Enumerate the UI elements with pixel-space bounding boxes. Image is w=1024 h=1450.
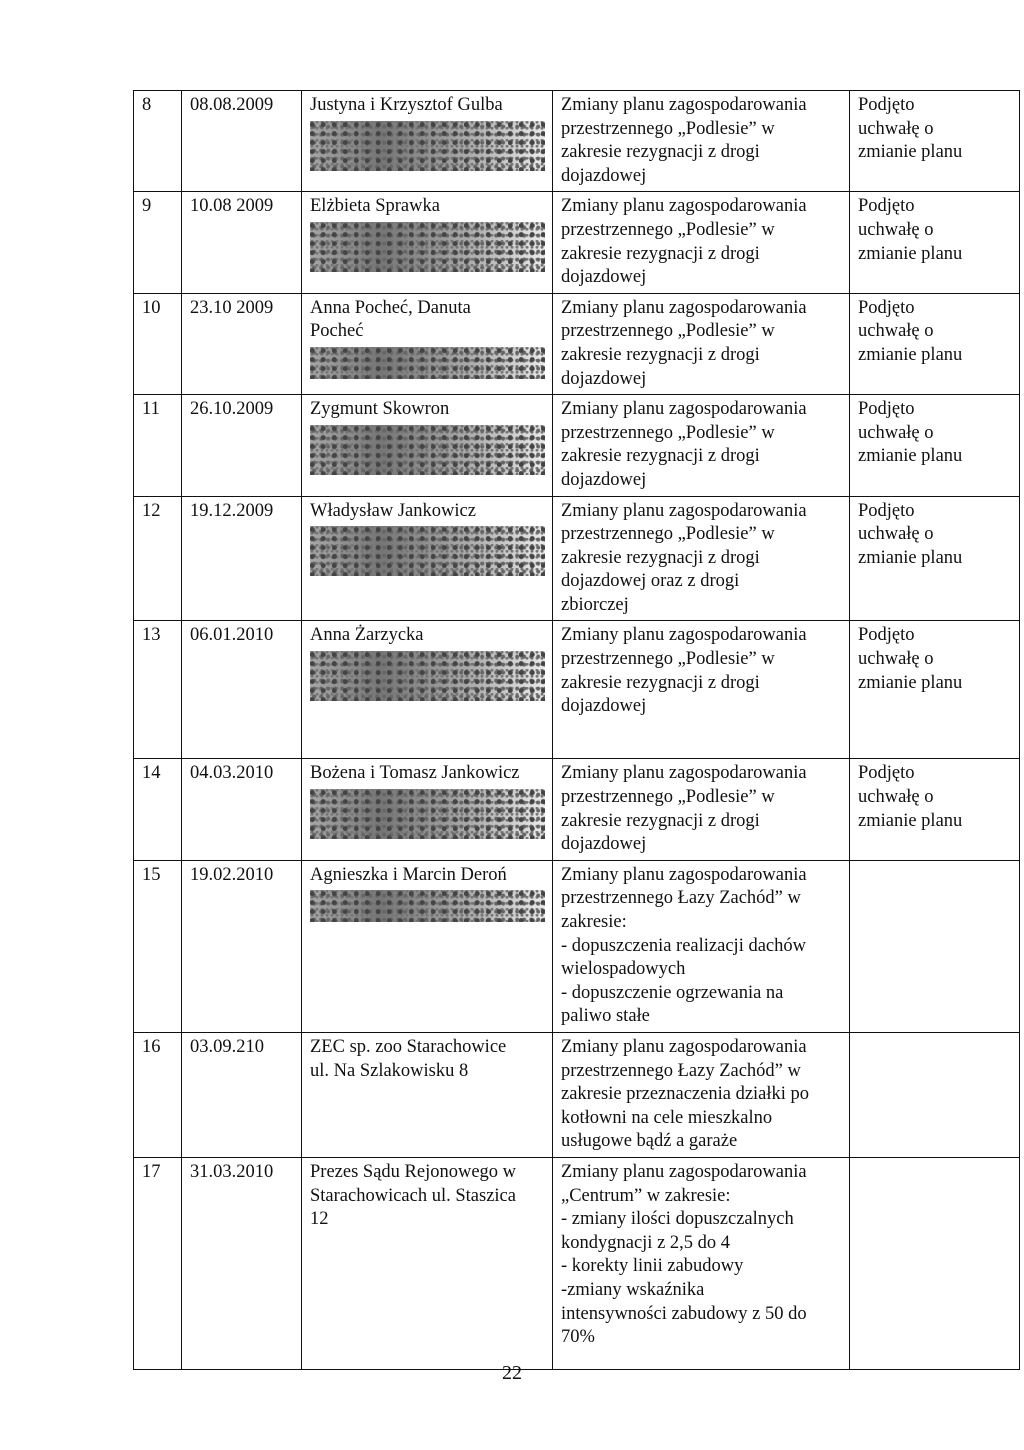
description-line: przestrzennego „Podlesie” w	[561, 118, 775, 139]
applicant-cell	[302, 860, 553, 1032]
description-cell	[553, 293, 850, 394]
description-line: dojazdowej	[561, 469, 647, 490]
row-number-cell	[134, 293, 182, 394]
result-line: uchwałę o	[858, 422, 934, 443]
result-line: Podjęto	[858, 399, 915, 420]
description-line: przestrzennego Łazy Zachód” w	[561, 888, 801, 909]
table-row	[134, 192, 1020, 293]
date-cell	[182, 621, 302, 759]
applicant-cell	[302, 91, 553, 192]
result-line: Podjęto	[858, 763, 915, 784]
page-number: 22	[502, 1362, 522, 1384]
result-line: zmianie planu	[858, 810, 963, 831]
result-line: uchwałę o	[858, 321, 934, 342]
description-line: zakresie rezygnacji z drogi	[561, 672, 760, 693]
row-number-cell	[134, 860, 182, 1032]
description-cell	[553, 395, 850, 496]
result-line: zmianie planu	[858, 547, 963, 568]
table-row	[134, 759, 1020, 860]
applicant-name-line: Elżbieta Sprawka	[310, 196, 440, 217]
description-line: 70%	[561, 1327, 595, 1348]
table-row	[134, 621, 1020, 759]
result-line: Podjęto	[858, 625, 915, 646]
result-line: Podjęto	[858, 500, 915, 521]
description-line: kotłowni na cele mieszkalno	[561, 1107, 773, 1128]
date-cell	[182, 91, 302, 192]
request-date: 23.10 2009	[190, 297, 274, 318]
description-line: dojazdowej	[561, 696, 647, 717]
description-line: Zmiany planu zagospodarowania	[561, 625, 807, 646]
result-line: zmianie planu	[858, 142, 963, 163]
row-number: 17	[142, 1161, 161, 1182]
row-number: 16	[142, 1037, 161, 1057]
applicant-cell	[302, 192, 553, 293]
description-line: przestrzennego „Podlesie” w	[561, 649, 775, 670]
result-cell	[850, 759, 1020, 860]
requests-table-body	[134, 91, 1020, 1370]
description-line: zakresie rezygnacji z drogi	[561, 243, 760, 264]
description-line: Zmiany planu zagospodarowania	[561, 95, 807, 115]
date-cell	[182, 759, 302, 860]
description-line: dojazdowej	[561, 267, 647, 288]
redacted-address	[310, 222, 545, 272]
description-line: - korekty linii zabudowy	[561, 1256, 744, 1277]
result-line: uchwałę o	[858, 787, 934, 808]
description-cell	[553, 1033, 850, 1158]
table-row	[134, 1157, 1020, 1369]
requests-table	[133, 90, 1020, 1370]
result-line: Podjęto	[858, 95, 915, 115]
row-number-cell	[134, 496, 182, 621]
description-cell	[553, 192, 850, 293]
redacted-address	[310, 425, 545, 475]
description-line: zakresie rezygnacji z drogi	[561, 142, 760, 163]
result-cell	[850, 496, 1020, 621]
description-line: przestrzennego „Podlesie” w	[561, 219, 775, 240]
description-line: zakresie rezygnacji z drogi	[561, 344, 760, 365]
applicant-name-line: ZEC sp. zoo Starachowice	[310, 1037, 507, 1057]
applicant-cell	[302, 1157, 553, 1369]
request-date: 10.08 2009	[190, 196, 274, 217]
description-line: „Centrum” w zakresie:	[561, 1185, 731, 1206]
description-line: Zmiany planu zagospodarowania	[561, 500, 807, 521]
table-row	[134, 293, 1020, 394]
description-line: zbiorczej	[561, 594, 629, 615]
result-line: Podjęto	[858, 196, 915, 217]
result-cell	[850, 621, 1020, 759]
result-cell	[850, 860, 1020, 1032]
description-line: - dopuszczenie ogrzewania na	[561, 982, 784, 1003]
redacted-address	[310, 526, 545, 576]
description-cell	[553, 860, 850, 1032]
result-cell	[850, 91, 1020, 192]
redacted-address	[310, 121, 545, 171]
redacted-address	[310, 651, 545, 701]
result-cell	[850, 1033, 1020, 1158]
applicant-name-line: Prezes Sądu Rejonowego w	[310, 1161, 517, 1182]
applicant-cell	[302, 759, 553, 860]
description-line: przestrzennego „Podlesie” w	[561, 321, 775, 342]
table-row	[134, 395, 1020, 496]
result-line: zmianie planu	[858, 446, 963, 467]
row-number-cell	[134, 91, 182, 192]
applicant-name-line: Anna Żarzycka	[310, 625, 424, 646]
row-number-cell	[134, 759, 182, 860]
request-date: 03.09.210	[190, 1037, 264, 1057]
description-line: zakresie rezygnacji z drogi	[561, 810, 760, 831]
description-line: Zmiany planu zagospodarowania	[561, 763, 807, 784]
result-line: zmianie planu	[858, 243, 963, 264]
applicant-cell	[302, 621, 553, 759]
date-cell	[182, 1157, 302, 1369]
description-cell	[553, 621, 850, 759]
row-number-cell	[134, 1157, 182, 1369]
result-cell	[850, 395, 1020, 496]
request-date: 04.03.2010	[190, 763, 274, 784]
table-row	[134, 860, 1020, 1032]
description-line: Zmiany planu zagospodarowania	[561, 864, 807, 885]
description-line: - dopuszczenia realizacji dachów	[561, 935, 806, 956]
table-row	[134, 496, 1020, 621]
applicant-cell	[302, 496, 553, 621]
result-line: uchwałę o	[858, 524, 934, 545]
date-cell	[182, 496, 302, 621]
applicant-name-line: Bożena i Tomasz Jankowicz	[310, 763, 520, 784]
applicant-name-line: Starachowicach ul. Staszica	[310, 1185, 516, 1206]
row-number-cell	[134, 395, 182, 496]
applicant-name-line: 12	[310, 1209, 329, 1230]
description-line: -zmiany wskaźnika	[561, 1279, 705, 1300]
row-number-cell	[134, 192, 182, 293]
redacted-address	[310, 347, 545, 379]
result-line: uchwałę o	[858, 649, 934, 670]
description-line: Zmiany planu zagospodarowania	[561, 1161, 807, 1182]
result-line: uchwałę o	[858, 118, 934, 139]
description-cell	[553, 496, 850, 621]
description-line: paliwo stałe	[561, 1006, 650, 1027]
description-line: Zmiany planu zagospodarowania	[561, 399, 807, 420]
result-line: zmianie planu	[858, 672, 963, 693]
description-line: zakresie rezygnacji z drogi	[561, 446, 760, 467]
date-cell	[182, 192, 302, 293]
description-line: przestrzennego Łazy Zachód” w	[561, 1060, 801, 1081]
table-row	[134, 91, 1020, 192]
description-line: intensywności zabudowy z 50 do	[561, 1303, 807, 1324]
row-number: 15	[142, 864, 161, 885]
description-line: wielospadowych	[561, 959, 686, 980]
applicant-cell	[302, 1033, 553, 1158]
description-line: kondygnacji z 2,5 do 4	[561, 1232, 731, 1253]
applicant-name-line: Władysław Jankowicz	[310, 500, 476, 521]
applicant-cell	[302, 293, 553, 394]
description-line: Zmiany planu zagospodarowania	[561, 297, 807, 318]
description-line: przestrzennego „Podlesie” w	[561, 524, 775, 545]
applicant-name-line: Zygmunt Skowron	[310, 399, 450, 420]
description-line: dojazdowej	[561, 368, 647, 389]
result-cell	[850, 192, 1020, 293]
request-date: 19.12.2009	[190, 500, 274, 521]
applicant-name-line: Justyna i Krzysztof Gulba	[310, 95, 503, 115]
row-number: 10	[142, 297, 161, 318]
result-cell	[850, 1157, 1020, 1369]
row-number: 9	[142, 196, 152, 217]
row-number: 14	[142, 763, 161, 784]
description-cell	[553, 759, 850, 860]
description-line: dojazdowej oraz z drogi	[561, 571, 740, 592]
result-line: Podjęto	[858, 297, 915, 318]
date-cell	[182, 395, 302, 496]
row-number: 12	[142, 500, 161, 521]
description-cell	[553, 1157, 850, 1369]
description-line: przestrzennego „Podlesie” w	[561, 787, 775, 808]
redacted-address	[310, 890, 545, 922]
description-line: przestrzennego „Podlesie” w	[561, 422, 775, 443]
applicant-name-line: Anna Pocheć, Danuta	[310, 297, 471, 318]
description-line: Zmiany planu zagospodarowania	[561, 1037, 807, 1057]
description-line: usługowe bądź a garaże	[561, 1131, 738, 1152]
description-line: dojazdowej	[561, 165, 647, 186]
row-number-cell	[134, 1033, 182, 1158]
date-cell	[182, 860, 302, 1032]
date-cell	[182, 293, 302, 394]
request-date: 08.08.2009	[190, 95, 274, 115]
description-line: zakresie:	[561, 912, 627, 933]
row-number: 8	[142, 95, 152, 115]
request-date: 06.01.2010	[190, 625, 274, 646]
applicant-name-line: Agnieszka i Marcin Deroń	[310, 864, 507, 885]
description-cell	[553, 91, 850, 192]
applicant-cell	[302, 395, 553, 496]
request-date: 26.10.2009	[190, 399, 274, 420]
table-row	[134, 1033, 1020, 1158]
row-number: 13	[142, 625, 161, 646]
redacted-address	[310, 789, 545, 839]
description-line: - zmiany ilości dopuszczalnych	[561, 1209, 794, 1230]
description-line: zakresie rezygnacji z drogi	[561, 547, 760, 568]
description-line: zakresie przeznaczenia działki po	[561, 1084, 810, 1105]
row-number-cell	[134, 621, 182, 759]
result-line: uchwałę o	[858, 219, 934, 240]
applicant-name-line: ul. Na Szlakowisku 8	[310, 1060, 469, 1081]
request-date: 31.03.2010	[190, 1161, 274, 1182]
description-line: dojazdowej	[561, 834, 647, 855]
result-cell	[850, 293, 1020, 394]
row-number: 11	[142, 399, 160, 420]
applicant-name-line: Pocheć	[310, 321, 364, 342]
date-cell	[182, 1033, 302, 1158]
description-line: Zmiany planu zagospodarowania	[561, 196, 807, 217]
result-line: zmianie planu	[858, 344, 963, 365]
request-date: 19.02.2010	[190, 864, 274, 885]
